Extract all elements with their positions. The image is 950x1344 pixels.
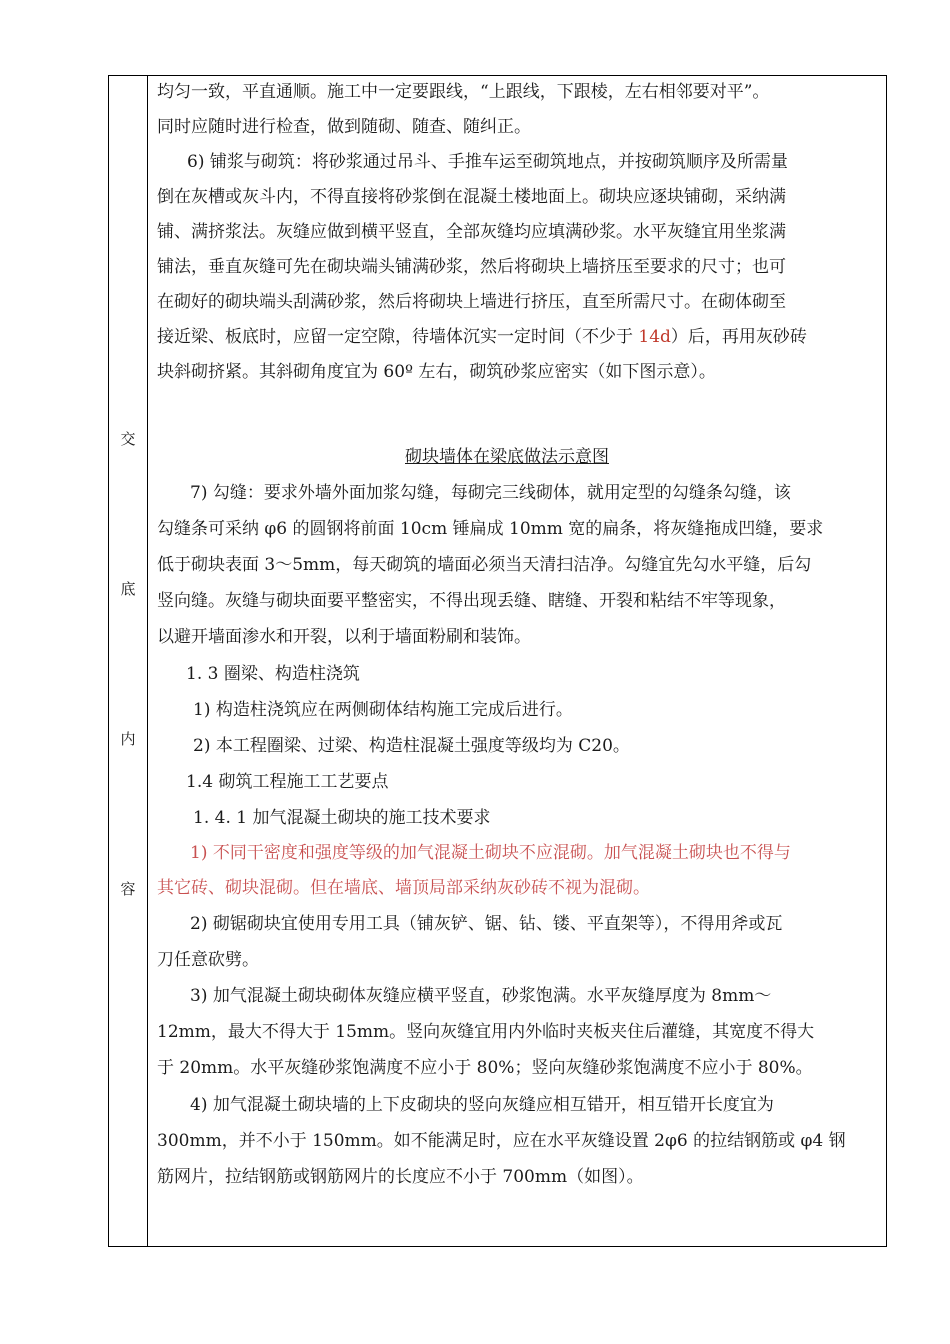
paragraph-line: 2) 本工程圈梁、过梁、构造柱混凝土强度等级均为 C20。 <box>193 736 630 756</box>
highlight-14d: 14d <box>638 327 671 347</box>
paragraph-line: 7) 勾缝：要求外墙外面加浆勾缝，每砌完三线砌体，就用定型的勾缝条勾缝，该 <box>190 483 791 503</box>
paragraph-line: 3) 加气混凝土砌块砌体灰缝应横平竖直，砂浆饱满。水平灰缝厚度为 8mm～ <box>190 986 772 1006</box>
paragraph-line: 在砌好的砌块端头刮满砂浆，然后将砌块上墙进行挤压，直至所需尺寸。在砌体砌至 <box>157 292 786 312</box>
paragraph-line: 低于砌块表面 3～5mm，每天砌筑的墙面必须当天清扫洁净。勾缝宜先勾水平缝，后勾 <box>157 555 812 575</box>
paragraph-line: 同时应随时进行检查，做到随砌、随查、随纠正。 <box>157 117 531 137</box>
paragraph-line: 块斜砌挤紧。其斜砌角度宜为 60º 左右，砌筑砂浆应密实（如下图示意）。 <box>157 362 716 382</box>
side-label-nei: 内 <box>120 730 136 748</box>
paragraph-line: 倒在灰槽或灰斗内，不得直接将砂浆倒在混凝土楼地面上。砌块应逐块铺砌，采纳满 <box>157 187 786 207</box>
paragraph-line: 12mm，最大不得大于 15mm。竖向灰缝宜用内外临时夹板夹住后灌缝，其宽度不得大 <box>157 1022 815 1042</box>
side-label-di: 底 <box>120 580 136 598</box>
text-span: ）后，再用灰砂砖 <box>670 327 807 347</box>
side-label-jiao: 交 <box>120 430 136 448</box>
section-heading: 1. 3 圈梁、构造柱浇筑 <box>186 664 360 684</box>
paragraph-line: 6) 铺浆与砌筑：将砂浆通过吊斗、手推车运至砌筑地点，并按砌筑顺序及所需量 <box>187 152 788 172</box>
paragraph-line <box>157 320 807 354</box>
paragraph-line-red: 其它砖、砌块混砌。但在墙底、墙顶局部采纳灰砂砖不视为混砌。 <box>157 878 650 898</box>
paragraph-line: 铺法，垂直灰缝可先在砌块端头铺满砂浆，然后将砌块上墙挤压至要求的尺寸；也可 <box>157 257 786 277</box>
paragraph-line: 4) 加气混凝土砌块墙的上下皮砌块的竖向灰缝应相互错开，相互错开长度宜为 <box>190 1095 774 1115</box>
paragraph-line: 于 20mm。水平灰缝砂浆饱满度不应小于 80%；竖向灰缝砂浆饱满度不应小于 80%。 <box>157 1058 813 1078</box>
side-label-rong: 容 <box>120 880 136 898</box>
column-divider <box>147 75 148 1247</box>
paragraph-line: 300mm，并不小于 150mm。如不能满足时，应在水平灰缝设置 2φ6 的拉结钢筋或 φ4 钢 <box>157 1131 846 1151</box>
paragraph-line: 1) 构造柱浇筑应在两侧砌体结构施工完成后进行。 <box>193 700 573 720</box>
subsection-heading: 1. 4. 1 加气混凝土砌块的施工技术要求 <box>193 808 491 828</box>
paragraph-line: 以避开墙面渗水和开裂，以利于墙面粉刷和装饰。 <box>157 627 531 647</box>
paragraph-line: 铺、满挤浆法。灰缝应做到横平竖直，全部灰缝均应填满砂浆。水平灰缝宜用坐浆满 <box>157 222 786 242</box>
paragraph-line: 筋网片，拉结钢筋或钢筋网片的长度应不小于 700mm（如图）。 <box>157 1167 644 1187</box>
text-span: 接近梁、板底时，应留一定空隙，待墙体沉实一定时间（不少于 <box>157 327 639 347</box>
paragraph-line: 刀任意砍劈。 <box>157 950 259 970</box>
paragraph-line: 2) 砌锯砌块宜使用专用工具（铺灰铲、锯、钻、镂、平直架等），不得用斧或瓦 <box>190 914 783 934</box>
section-heading: 1.4 砌筑工程施工工艺要点 <box>186 772 389 792</box>
paragraph-line-red: 1) 不同干密度和强度等级的加气混凝土砌块不应混砌。加气混凝土砌块也不得与 <box>190 843 791 863</box>
paragraph-line: 勾缝条可采纳 φ6 的圆钢将前面 10cm 锤扁成 10mm 宽的扁条，将灰缝拖成凹缝，要求 <box>157 519 824 539</box>
paragraph-line: 均匀一致，平直通顺。施工中一定要跟线，“上跟线，下跟棱，左右相邻要对平”。 <box>157 82 770 102</box>
paragraph-line: 竖向缝。灰缝与砌块面要平整密实，不得出现丢缝、瞎缝、开裂和粘结不牢等现象， <box>157 591 786 611</box>
figure-caption: 砌块墙体在梁底做法示意图 <box>405 447 609 467</box>
